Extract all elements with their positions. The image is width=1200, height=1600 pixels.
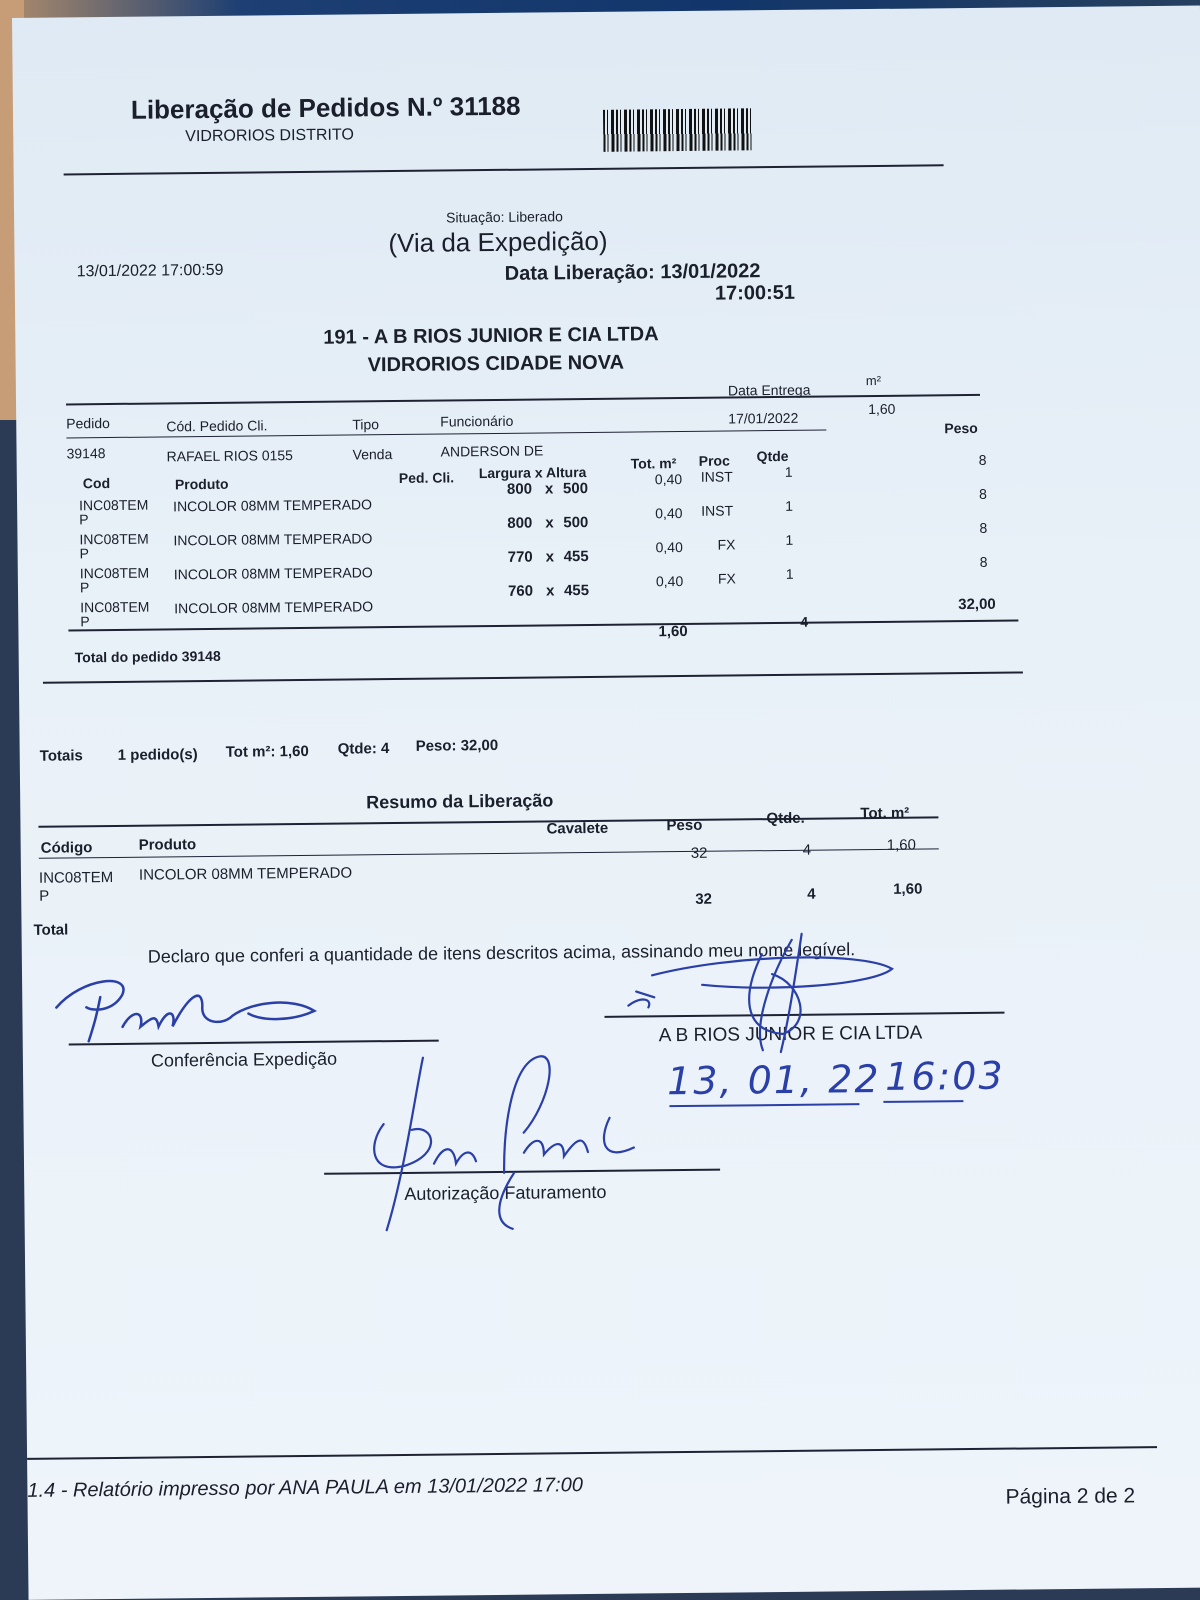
header-divider — [64, 164, 944, 175]
item-produto: INCOLOR 08MM TEMPERADO — [173, 496, 373, 515]
summary-codigo-suffix: P — [39, 887, 50, 905]
item-tot-m2: 0,40 — [655, 573, 684, 590]
item-produto: INCOLOR 08MM TEMPERADO — [173, 564, 373, 583]
item-tot-m2: 0,40 — [655, 505, 683, 522]
total-m2: 1,60 — [658, 622, 688, 641]
total-divider — [68, 619, 1018, 631]
item-tot-m2: 0,40 — [655, 539, 683, 556]
data-liberacao: Data Liberação: 13/01/2022 — [504, 260, 761, 285]
order-bottom-divider — [43, 671, 1023, 683]
item-cod-suffix: P — [79, 579, 90, 596]
item-x: x — [545, 582, 555, 600]
summary-peso: 32 — [690, 844, 708, 862]
col-m2: m² — [865, 372, 882, 389]
item-proc: INST — [701, 502, 734, 519]
col-cod-pedido-cli: Cód. Pedido Cli. — [166, 417, 268, 435]
item-altura: 455 — [563, 547, 589, 566]
summary-total-qtde: 4 — [807, 885, 816, 903]
client-name: 191 - A B RIOS JUNIOR E CIA LTDA — [323, 323, 659, 349]
summary-tot-m2: 1,60 — [886, 836, 917, 854]
item-produto: INCOLOR 08MM TEMPERADO — [174, 598, 374, 617]
item-proc: FX — [717, 536, 736, 553]
item-qtde: 1 — [784, 463, 793, 480]
item-cod: INC08TEM — [80, 598, 150, 616]
col-tot-m2: Tot. m² — [630, 455, 677, 472]
m2-value: 1,60 — [868, 400, 896, 418]
handwritten-time: 16:03 — [884, 1053, 1005, 1099]
item-peso: 8 — [979, 553, 988, 570]
item-peso: 8 — [978, 451, 987, 468]
item-altura: 500 — [563, 513, 589, 532]
item-proc: FX — [717, 570, 736, 587]
summary-col-tot-m2: Tot. m² — [860, 804, 910, 823]
col-cod: Cod — [82, 474, 111, 492]
totals-qtde: Qtde: 4 — [337, 740, 390, 758]
summary-total-m2: 1,60 — [893, 880, 923, 898]
col-funcionario: Funcionário — [440, 412, 514, 430]
client-store: VIDRORIOS CIDADE NOVA — [367, 351, 625, 377]
summary-produto: INCOLOR 08MM TEMPERADO — [138, 864, 353, 884]
printed-by: 1.4 - Relatório impresso por ANA PAULA em 13/01/2022 17:00 — [27, 1474, 583, 1502]
item-x: x — [544, 480, 554, 498]
declaration-text: Declaro que conferi a quantidade de itens descritos acima, assinando meu nome legível. — [147, 939, 856, 967]
item-cod-suffix: P — [79, 511, 89, 528]
item-cod-suffix: P — [79, 545, 90, 562]
item-x: x — [545, 548, 555, 566]
col-peso: Peso — [944, 419, 978, 437]
col-qtde: Qtde — [756, 447, 789, 465]
summary-qtde: 4 — [802, 841, 812, 859]
col-dimensoes: Largura x Altura — [478, 464, 587, 482]
item-peso: 8 — [979, 519, 988, 536]
barcode — [603, 108, 753, 152]
total-pedido-label: Total do pedido 39148 — [74, 647, 221, 666]
col-proc: Proc — [698, 452, 730, 469]
summary-col-produto: Produto — [138, 836, 197, 854]
item-qtde: 1 — [785, 497, 794, 514]
item-largura: 770 — [507, 548, 533, 566]
col-pedido: Pedido — [66, 414, 110, 432]
item-largura: 800 — [506, 480, 533, 498]
col-produto: Produto — [174, 475, 229, 493]
item-proc: INST — [700, 468, 733, 485]
handwritten-date: 13, 01, 22 — [666, 1056, 881, 1104]
page-number: Página 2 de 2 — [1005, 1484, 1136, 1509]
summary-title: Resumo da Liberação — [366, 790, 554, 813]
situacao-label: Situação: Liberado — [446, 208, 563, 226]
total-peso: 32,00 — [958, 595, 996, 614]
item-tot-m2: 0,40 — [654, 471, 683, 488]
totals-pedidos: 1 pedido(s) — [117, 746, 198, 764]
autorizacao-label: Autorização Faturamento — [404, 1181, 607, 1204]
totals-peso: Peso: 32,00 — [415, 736, 499, 755]
totals-label: Totais — [39, 747, 83, 765]
item-cod: INC08TEM — [79, 496, 149, 514]
col-data-entrega: Data Entrega — [727, 381, 811, 399]
summary-codigo: INC08TEM — [38, 868, 114, 887]
summary-col-peso: Peso — [666, 816, 703, 835]
company-name: VIDRORIOS DISTRITO — [185, 126, 354, 146]
data-entrega-value: 17/01/2022 — [728, 409, 799, 427]
hora-liberacao: 17:00:51 — [714, 281, 796, 305]
item-qtde: 1 — [785, 531, 794, 548]
item-cod: INC08TEM — [79, 530, 149, 548]
item-cod-suffix: P — [80, 613, 90, 630]
table-top-divider — [66, 394, 980, 406]
client-signature-label: A B RIOS JUNIOR E CIA LTDA — [658, 1022, 923, 1047]
col-tipo: Tipo — [352, 416, 380, 433]
item-qtde: 1 — [785, 565, 794, 582]
summary-col-cavalete: Cavalete — [546, 819, 609, 838]
pedido-value: 39148 — [66, 445, 106, 462]
footer-divider — [27, 1446, 1157, 1460]
summary-total-label: Total — [33, 921, 69, 939]
conferencia-label: Conferência Expedição — [150, 1048, 338, 1071]
signature-client — [622, 933, 923, 1056]
document-title: Liberação de Pedidos N.º 31188 — [130, 90, 521, 125]
item-altura: 500 — [562, 479, 589, 498]
item-largura: 760 — [507, 582, 534, 600]
summary-total-peso: 32 — [695, 890, 713, 908]
document-page — [12, 6, 1200, 1600]
summary-col-qtde: Qtde. — [766, 809, 805, 828]
item-cod: INC08TEM — [79, 564, 150, 582]
signature-autorizacao — [363, 1051, 655, 1234]
print-datetime: 13/01/2022 17:00:59 — [76, 261, 224, 281]
totals-m2: Tot m²: 1,60 — [225, 742, 309, 761]
summary-col-codigo: Código — [40, 839, 93, 857]
item-largura: 800 — [507, 514, 533, 532]
cod-pedido-cli-value: RAFAEL RIOS 0155 — [166, 447, 294, 465]
total-qtde: 4 — [800, 613, 809, 630]
item-peso: 8 — [978, 485, 987, 502]
col-ped-cli: Ped. Cli. — [398, 469, 455, 486]
handwritten-time-underline — [883, 1100, 963, 1103]
item-altura: 455 — [563, 581, 590, 600]
tipo-value: Venda — [352, 446, 393, 463]
handwritten-date-underline — [669, 1103, 859, 1107]
item-produto: INCOLOR 08MM TEMPERADO — [173, 530, 373, 549]
signature-conferencia — [52, 965, 343, 1048]
item-x: x — [545, 514, 554, 532]
funcionario-value: ANDERSON DE — [440, 442, 544, 460]
via-label: (Via da Expedição) — [388, 225, 608, 259]
